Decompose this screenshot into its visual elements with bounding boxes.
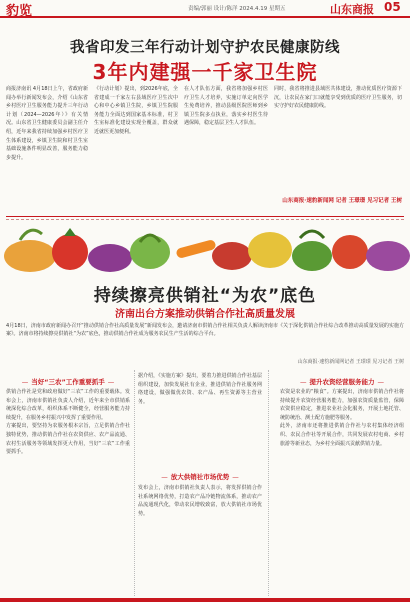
article2-title: 持续擦亮供销社“为农”底色: [93, 286, 317, 306]
vegetables-illustration: [0, 222, 410, 276]
section-heading: — 当好“三农”工作重要抓手 —: [6, 377, 130, 386]
divider: [6, 216, 404, 217]
paragraph: 供销合作社是党和政府做好“三农”工作的重要载体。发布会上，济南市供销社负责人介绍，近年来全市供销系统深化综合改革，组织体系不断健全，经营服务能力持续提升，在服务乡村振兴中发挥了重要作用。: [6, 389, 130, 421]
article1-column: 《行动计划》提出，到2026年底，全省建成一千家左右县域医疗卫生次中心和中心乡镇卫生院，乡镇卫生院服务能力全面达到国家基本标准，村卫生室标准化建设实现全覆盖，群众就近就医更加便利。: [94, 86, 178, 135]
section-body: [138, 484, 262, 596]
page-number: 05: [384, 0, 401, 14]
section-body: [280, 388, 404, 596]
paragraph: 发布会上，济南市供销社负责人表示，将发挥供销合作社系统网络优势，打造农产品冷链物流体系，推动农产品流通现代化，带动农民增收致富，放大供销社市场优势。: [138, 485, 262, 517]
article2-lead: 4月18日，济南市政府新闻办召开“推动供销合作社高质量发展”新闻发布会，邀请济南市供销合作社相关负责人解读济南市《关于深化供销合作社综合改革推动高质量发展的实施方案》。济南市将持续擦亮供销社“为农”底色，推动供销合作社成为服务农民生产生活的综合平台。: [6, 323, 404, 338]
page-meta: 责编/郭丽 设计/陈洋 2024.4.19 星期五: [188, 6, 286, 12]
article1-byline: 山东商报·速豹新闻网 记者 王璟璟 见习记者 王树: [282, 198, 402, 204]
column-rule: [134, 370, 135, 596]
section-body: [6, 388, 130, 596]
paragraph: 方案提出，要坚持为农服务根本宗旨，立足供销合作社独特优势，推动供销合作社在农资供应、农产品流通、农村生活服务等领域发挥更大作用，当好“三农”工作重要抓手。: [6, 423, 130, 456]
divider: [6, 219, 404, 220]
paragraph: 据介绍，《实施方案》提出，要着力推进供销合作社基层组织建设，加快发展社有企业，推进供销合作社服务网络建设，做强做优农资、农产品、再生资源等主营业务。: [138, 373, 262, 405]
newspaper-name: 山东商报: [330, 3, 374, 16]
article2-credit: 山东商报·速豹新闻网记者 王璟璟 见习记者 王树: [297, 359, 404, 365]
paragraph: 此外，济南市还将推进供销合作社与农村集体经济组织、农民合作社等开展合作，共同发展农村电商、乡村旅游等新业态，为乡村全面振兴贡献供销力量。: [280, 423, 404, 447]
section-body: [138, 372, 262, 468]
article1-column: 商报济南讯 4月18日上午，省政府新闻办举行新闻发布会，介绍《山东省乡村医疗卫生服务能力提升三年行动计划（2024—2026年）》有关情况。山东省卫生健康委员会副主任介绍，近年来我省持续加强乡村医疗卫生体系建设，乡镇卫生院和村卫生室基础设施条件明显改善，服务能力稳步提升。: [6, 86, 88, 161]
article1-column: 在人才队伍方面，我省将加强乡村医疗卫生人才培养，实施订单定向医学生免费培养，推动县级医院医师到乡镇卫生院多点执业，落实乡村医生待遇保障，稳定基层卫生人才队伍。: [184, 86, 268, 127]
article2-subtitle: 济南出台方案推动供销合作社高质量发展: [115, 309, 295, 320]
footer-bar: [0, 598, 410, 602]
section-heading: — 提升农资经营服务能力 —: [280, 377, 404, 386]
column-rule: [268, 370, 269, 596]
article1-column: 同时，我省将推进县域医共体建设，推动优质医疗资源下沉，让农民在家门口就能享受到优质的医疗卫生服务，切实守护好农民健康防线。: [274, 86, 402, 110]
article1-title: 3年内建强一千家卫生院: [92, 60, 318, 84]
paragraph: 农资是农业的“粮食”。方案提出，济南市供销合作社将持续提升农资经营服务能力，加强农资质量监管，保障农资供应稳定，推进农业社会化服务，开展土地托管、统防统治、测土配方施肥等服务。: [280, 389, 404, 421]
section-brand: 豹览: [6, 4, 33, 19]
article1-kicker: 我省印发三年行动计划守护农民健康防线: [70, 40, 340, 56]
section-heading: — 放大供销社市场优势 —: [138, 472, 262, 481]
